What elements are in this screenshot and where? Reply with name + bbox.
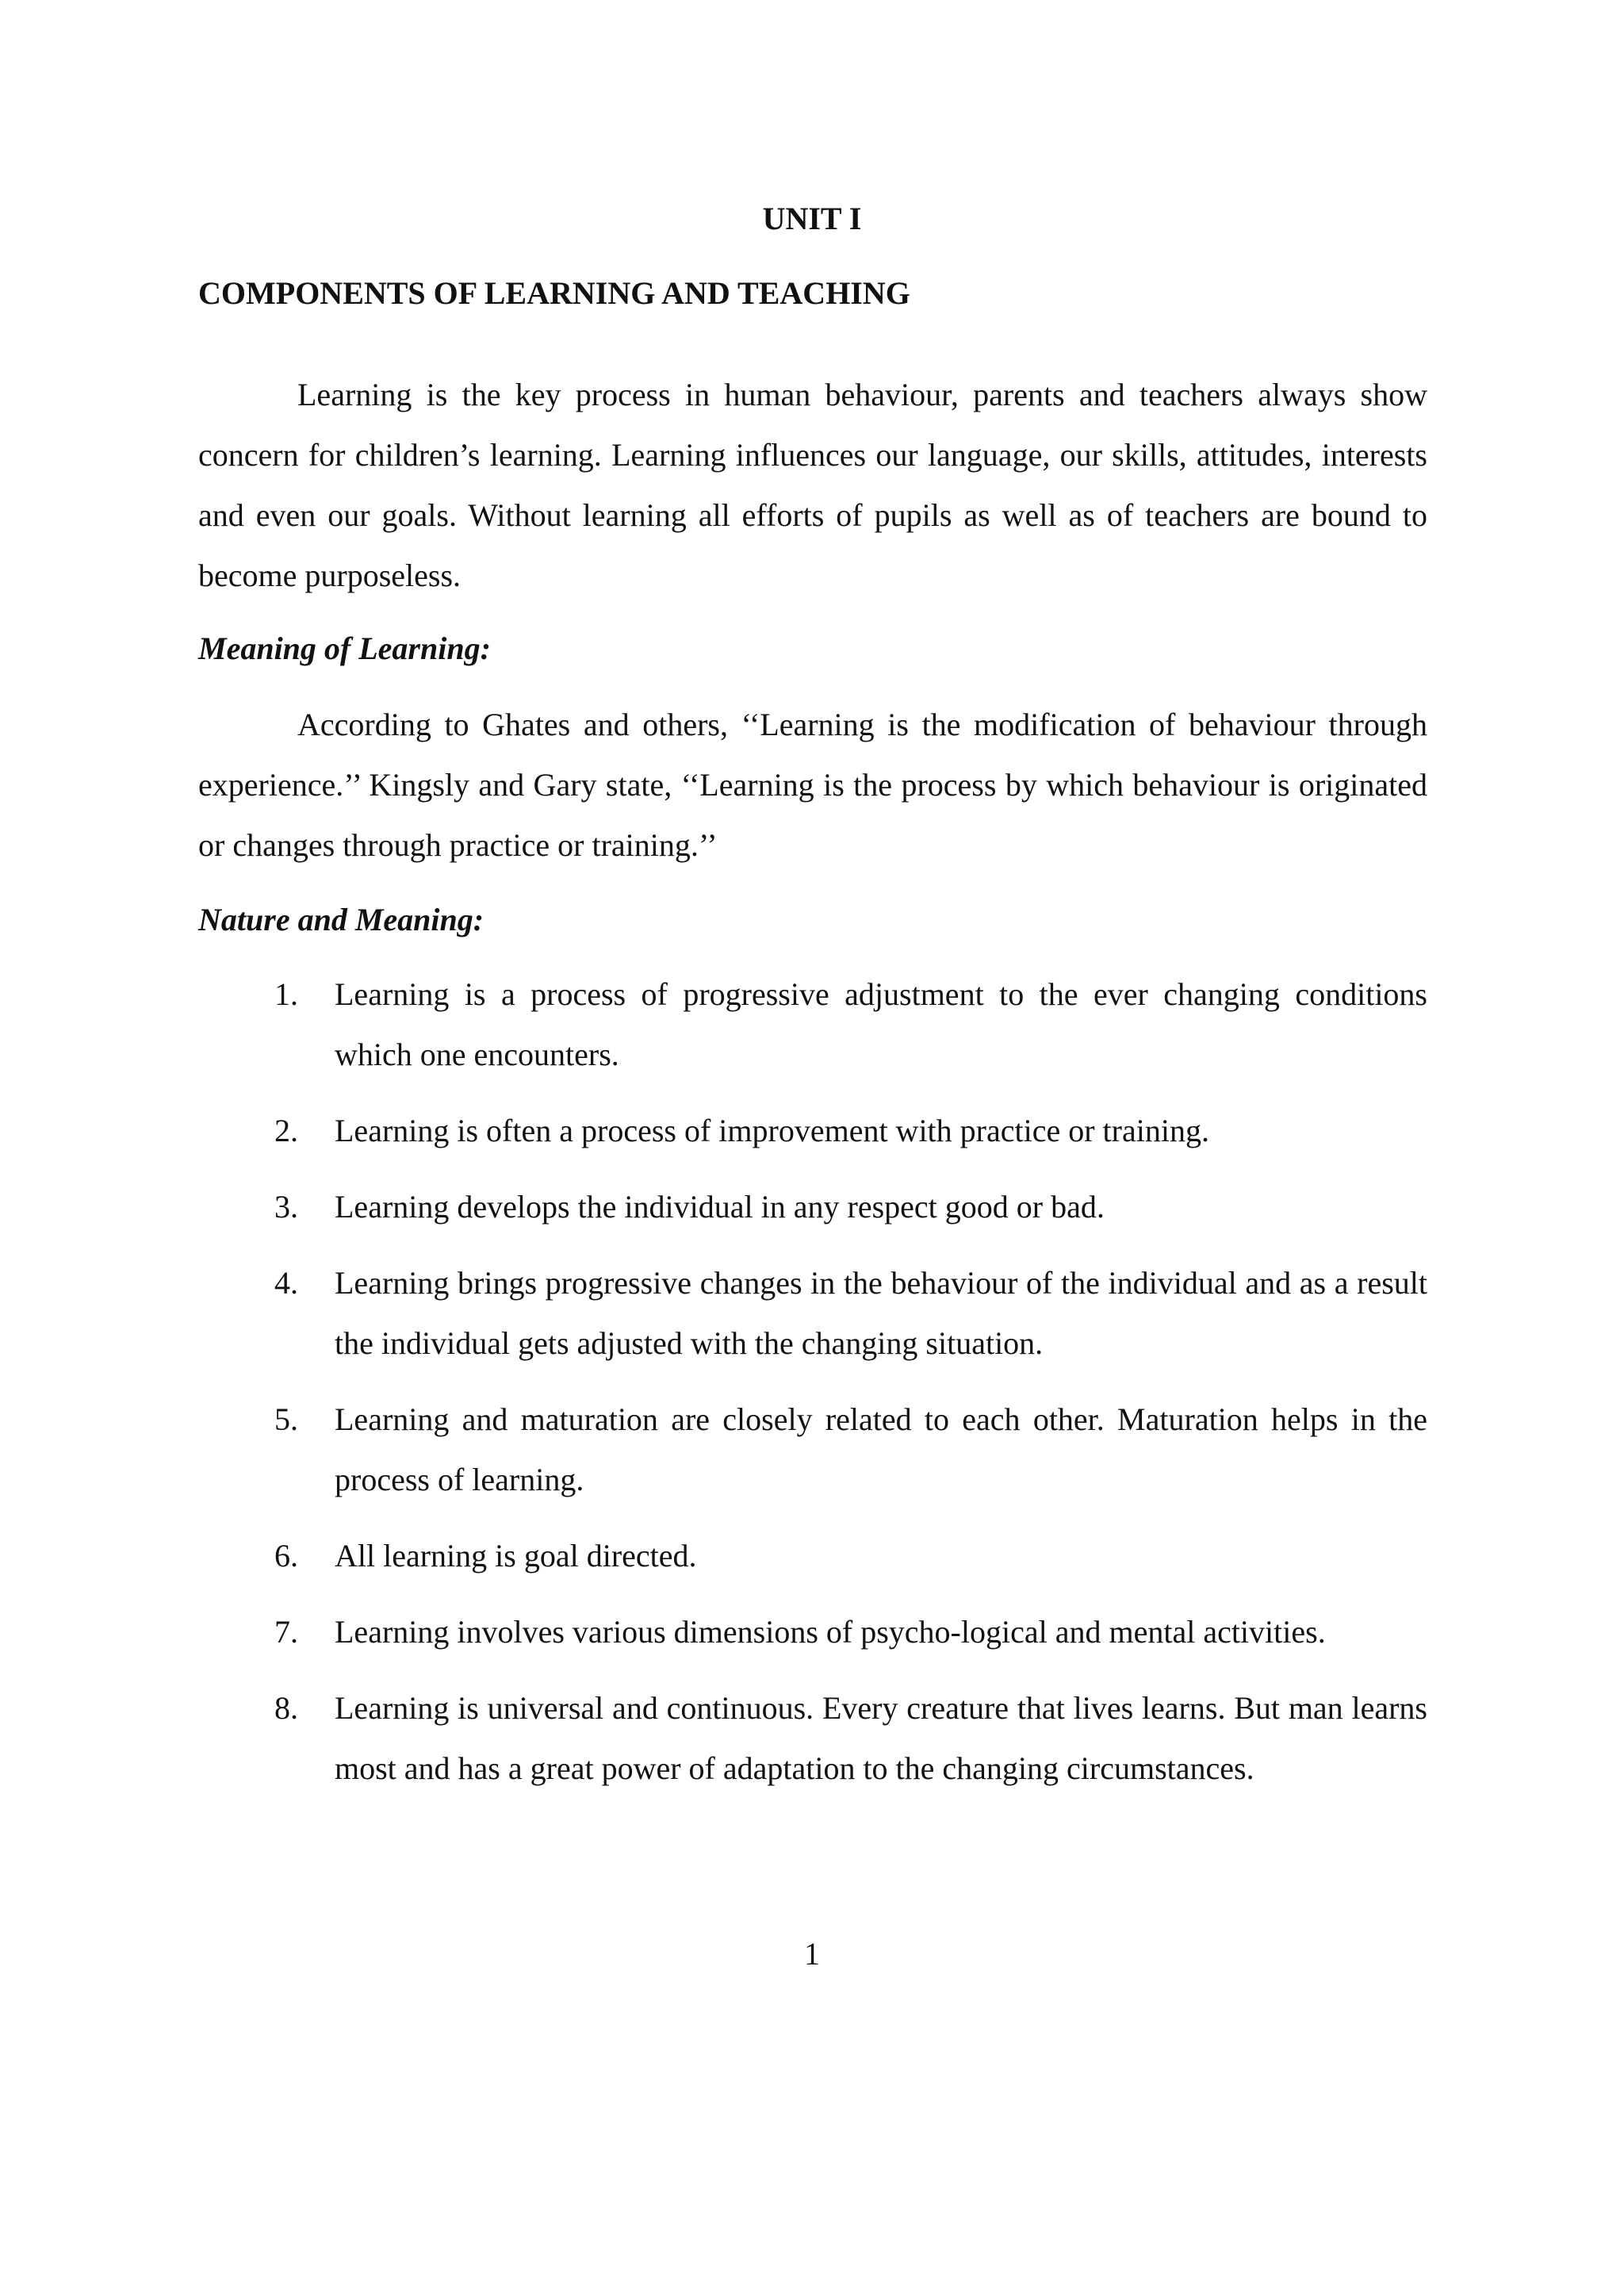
list-item	[198, 1678, 1427, 1799]
unit-title: UNIT I	[762, 201, 862, 236]
list-item	[198, 1101, 1427, 1161]
list-item	[198, 1177, 1427, 1237]
page-number: 1	[804, 1936, 820, 1972]
intro-paragraph: Learning is the key process in human behaviour, parents and teachers always show concern for children’s learning. Learning influences our language, our skills, attitudes, interests and even our goals. Without learning all efforts of pupils as well as of teachers are bound to become purposeless.	[198, 377, 1427, 593]
list-item-number: 1.	[274, 976, 298, 1012]
list-item-number: 2.	[274, 1113, 298, 1148]
list-item-number: 3.	[274, 1189, 298, 1225]
list-item-text: Learning develops the individual in any respect good or bad.	[335, 1189, 1105, 1225]
list-item-text: Learning is universal and continuous. Every creature that lives learns. But man learns most and has a great power of adaptation to the changing circumstances.	[335, 1690, 1427, 1786]
list-item-text: All learning is goal directed.	[335, 1538, 697, 1573]
list-item	[198, 964, 1427, 1085]
list-item	[198, 1602, 1427, 1662]
nature-and-meaning-heading: Nature and Meaning:	[198, 902, 485, 937]
list-item	[198, 1526, 1427, 1586]
list-item	[198, 1389, 1427, 1510]
chapter-title: COMPONENTS OF LEARNING AND TEACHING	[198, 275, 910, 311]
list-item-number: 7.	[274, 1614, 298, 1650]
list-item-number: 6.	[274, 1538, 298, 1573]
list-item-text: Learning and maturation are closely related to each other. Maturation helps in the process of learning.	[335, 1401, 1427, 1497]
definition-paragraph: According to Ghates and others, ‘‘Learning is the modification of behaviour through experience.’’ Kingsly and Gary state, ‘‘Learning is the process by which behaviour is originated or changes through practice or training.’’	[198, 707, 1427, 863]
list-item-text: Learning is often a process of improvement with practice or training.	[335, 1113, 1209, 1148]
list-item-number: 8.	[274, 1690, 298, 1726]
list-item	[198, 1253, 1427, 1374]
list-item-number: 5.	[274, 1401, 298, 1437]
meaning-of-learning-heading: Meaning of Learning:	[198, 631, 491, 666]
list-item-text: Learning brings progressive changes in the behaviour of the individual and as a result the individual gets adjusted with the changing situation.	[335, 1265, 1427, 1361]
list-item-text: Learning involves various dimensions of psycho-logical and mental activities.	[335, 1614, 1326, 1650]
list-item-number: 4.	[274, 1265, 298, 1301]
list-item-text: Learning is a process of progressive adjustment to the ever changing conditions which one encounters.	[335, 976, 1427, 1072]
nature-list	[198, 964, 1427, 1815]
